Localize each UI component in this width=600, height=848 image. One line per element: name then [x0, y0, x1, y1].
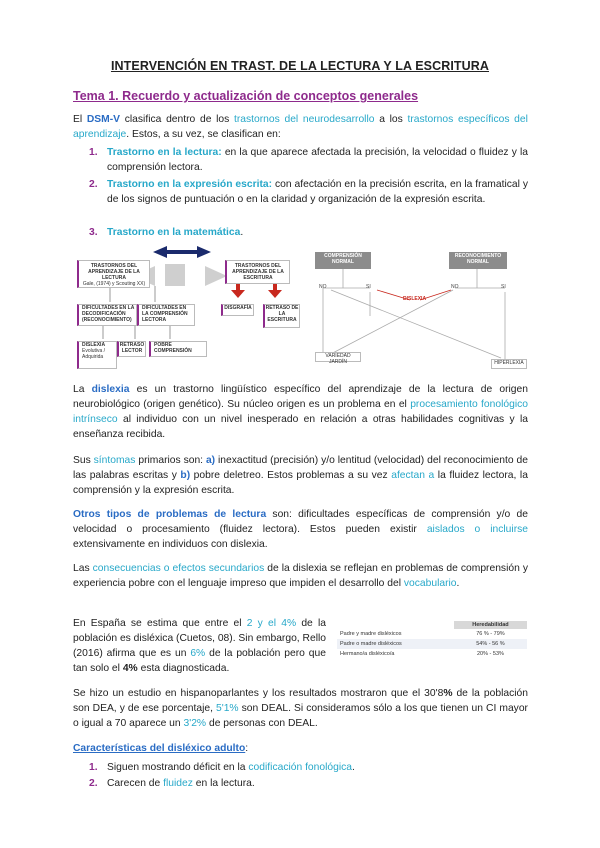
dislexia-sub: Evolutiva / Adquirida	[82, 348, 106, 360]
text: Carecen de	[107, 778, 161, 789]
text: de la dislexia se reflejan en problemas de comprensión y experiencia pobre con el lenguaje impreso que impiden el desarrollo del	[73, 563, 528, 589]
text: . Estos, a su vez, se clasifican en:	[126, 129, 281, 140]
text: al individuo con un nivel inesperado en relación a otras habilidades cognitivas y la enseñanza recibida.	[73, 414, 528, 440]
adulto-heading	[73, 741, 528, 756]
list-text: con afectación en la precisión escrita, en la framatical y de los signos de puntuación o en la claridad y organización de la expresión escrita.	[107, 179, 528, 205]
text: clasifica dentro de los	[124, 114, 230, 125]
table-row	[337, 639, 527, 649]
pobre-comprension-box: POBRE COMPRENSIÓN	[149, 341, 207, 357]
list-head: Trastorno en la matemática	[107, 227, 241, 238]
lectura-title: TRASTORNOS DEL APRENDIZAJE DE LA LECTURA	[88, 263, 140, 281]
consecuencias-paragraph	[73, 561, 528, 591]
pct-term: 2 y el 4%	[246, 618, 297, 629]
text: son: dificultades específicas de comprensión y/o de velocidad o procesamiento (fluidez lectora). Estos pueden existir	[73, 509, 528, 535]
classification-diagram	[75, 246, 527, 374]
si-label: SI	[366, 284, 371, 290]
list-number: 3.	[89, 227, 98, 238]
heredabilidad-table	[337, 621, 527, 659]
pct-term: 3'2%	[183, 718, 207, 729]
table-row	[337, 649, 527, 659]
text: extensivamente en individuos con dislexia.	[73, 539, 268, 550]
text: de la población pero que tan solo el	[73, 648, 326, 674]
text: El	[73, 114, 83, 125]
retraso-lector-box: RETRASO LECTOR	[117, 341, 146, 357]
vocabulario-term: vocabulario	[403, 578, 457, 589]
estudio-paragraph	[73, 686, 528, 731]
si-label: SI	[501, 284, 506, 290]
text: La	[73, 384, 85, 395]
dislexia-box	[77, 341, 117, 369]
sintomas-paragraph	[73, 453, 528, 498]
table-cell: 76 % - 79%	[476, 631, 505, 637]
lectura-box	[77, 260, 150, 288]
text: primarios son:	[138, 455, 204, 466]
text: son DEAL. Si consideramos sólo a los que tienen un CI mayor o igual a 70 aparece un	[73, 703, 528, 729]
dislexia-paragraph	[73, 382, 528, 442]
no-label: NO	[451, 284, 459, 290]
pct-term: 5'1%	[216, 703, 239, 714]
item-letter: a)	[205, 455, 216, 466]
list-text: .	[240, 227, 244, 238]
list-text: en la que aparece afectada la precisión, la velocidad o fluidez y la comprensión lectora.	[107, 147, 528, 173]
section-heading: Tema 1. Recuerdo y actualización de conceptos generales	[73, 89, 419, 103]
list-item	[89, 145, 528, 175]
afectan-term: afectan a	[391, 470, 435, 481]
especificos-term: trastornos específicos del aprendizaje	[73, 114, 528, 140]
text: de personas con DEAL.	[208, 718, 318, 729]
dislexia-red-label: DISLEXIA	[403, 296, 427, 302]
double-arrow-icon	[153, 246, 211, 258]
table-cell: Hermano/a disléxico/a	[340, 651, 395, 657]
decodificacion-box: DIFICULTADES EN LA DECODIFICACIÓN (RECONOCIMIENTO)	[77, 304, 137, 326]
text: Las	[73, 563, 90, 574]
consecuencias-term: consecuencias o efectos secundarios	[92, 563, 265, 574]
dislexia-term: dislexia	[91, 384, 130, 395]
dsm-term: DSM-V	[86, 114, 121, 125]
text: Se hizo un estudio en hispanoparlantes y los resultados mostraron que el 30'8	[73, 688, 444, 699]
list-number: 2.	[89, 179, 98, 190]
text: de la población es disléxica (Cuetos, 08). Sin embargo, Rello (2016) afirma que es un	[73, 618, 326, 659]
pct-term: %	[443, 688, 453, 699]
text: la fluidez lectora, la comprensión y la expresión escrita.	[73, 470, 528, 496]
intro-paragraph	[73, 112, 528, 142]
table-cell: 20% - 53%	[476, 651, 504, 657]
table-header: Heredabilidad	[454, 621, 527, 629]
neuro-term: trastornos del neurodesarrollo	[234, 114, 375, 125]
pct-term: 4%	[122, 663, 138, 674]
item-letter: b)	[180, 470, 191, 481]
espana-paragraph	[73, 616, 326, 676]
list-number: 1.	[89, 147, 98, 158]
text: .	[352, 762, 355, 773]
dislexia-label: DISLEXIA	[82, 342, 106, 348]
document-title: INTERVENCIÓN EN TRAST. DE LA LECTURA Y LA ESCRITURA	[110, 59, 490, 73]
adulto-heading-text: Características del disléxico adulto	[73, 743, 246, 754]
table-corner	[337, 621, 454, 629]
list-item	[89, 225, 528, 240]
hiperlexia-box: HIPERLEXIA	[491, 359, 527, 369]
reconocimiento-normal-box: RECONOCIMIENTO NORMAL	[449, 252, 507, 269]
text: de la población son DEA, y de ese porcentaje,	[73, 688, 528, 714]
list-item	[89, 760, 528, 775]
disgrafia-box: DISGRAFÍA	[221, 304, 254, 316]
text: esta diagnosticada.	[140, 663, 230, 674]
procesamiento-term: procesamiento fonológico intrínseco	[73, 399, 528, 425]
escritura-box: TRASTORNOS DEL APRENDIZAJE DE LA ESCRITURA	[225, 260, 290, 284]
comprension-normal-box: COMPRENSIÓN NORMAL	[315, 252, 371, 269]
table-cell: Padre y madre disléxicos	[340, 631, 402, 637]
text: Sus	[73, 455, 91, 466]
text: Siguen mostrando déficit en la	[107, 762, 246, 773]
comprension-box: DIFICULTADES EN LA COMPRENSIÓN LECTORA	[137, 304, 195, 326]
table-cell: Padre o madre disléxicos	[337, 639, 454, 649]
variedad-jardin-box: VARIEDAD JARDÍN	[315, 352, 361, 362]
retraso-escritura-box: RETRASO DE LA ESCRITURA	[263, 304, 300, 328]
no-label: NO	[319, 284, 327, 290]
text: inexactitud (precisión) y/o lentitud (velocidad) del reconocimiento de las palabras escritas y	[73, 455, 528, 481]
text: a los	[379, 114, 403, 125]
fluidez-term: fluidez	[163, 778, 193, 789]
text: :	[245, 743, 249, 754]
codificacion-term: codificación fonológica	[248, 762, 353, 773]
lectura-subtitle: Gale, (1974) y Scouting XX)	[82, 281, 146, 287]
table-header-row	[337, 621, 527, 629]
text: es un trastorno lingüístico específico del aprendizaje de la lectura de origen neurobiológico (origen genético). Su núcleo origen es un problema en el	[73, 384, 528, 410]
otros-paragraph	[73, 507, 528, 552]
list-head: Trastorno en la expresión escrita:	[107, 179, 273, 190]
pct-term: 6%	[190, 648, 206, 659]
table-row	[337, 629, 527, 639]
aislados-term: aislados o incluirse	[426, 524, 528, 535]
list-item	[89, 776, 528, 791]
text: en la lectura.	[195, 778, 255, 789]
otros-head: Otros tipos de problemas de lectura	[73, 509, 267, 520]
table-cell: 54% - 56 %	[454, 639, 527, 649]
text: .	[456, 578, 460, 589]
text: En España se estima que entre el	[73, 618, 242, 629]
sintomas-term: síntomas	[93, 455, 136, 466]
list-number: 2.	[89, 778, 98, 789]
list-item	[89, 177, 528, 207]
text: pobre deletreo. Estos problemas a su vez	[193, 470, 388, 481]
list-number: 1.	[89, 762, 98, 773]
list-head: Trastorno en la lectura:	[107, 147, 222, 158]
